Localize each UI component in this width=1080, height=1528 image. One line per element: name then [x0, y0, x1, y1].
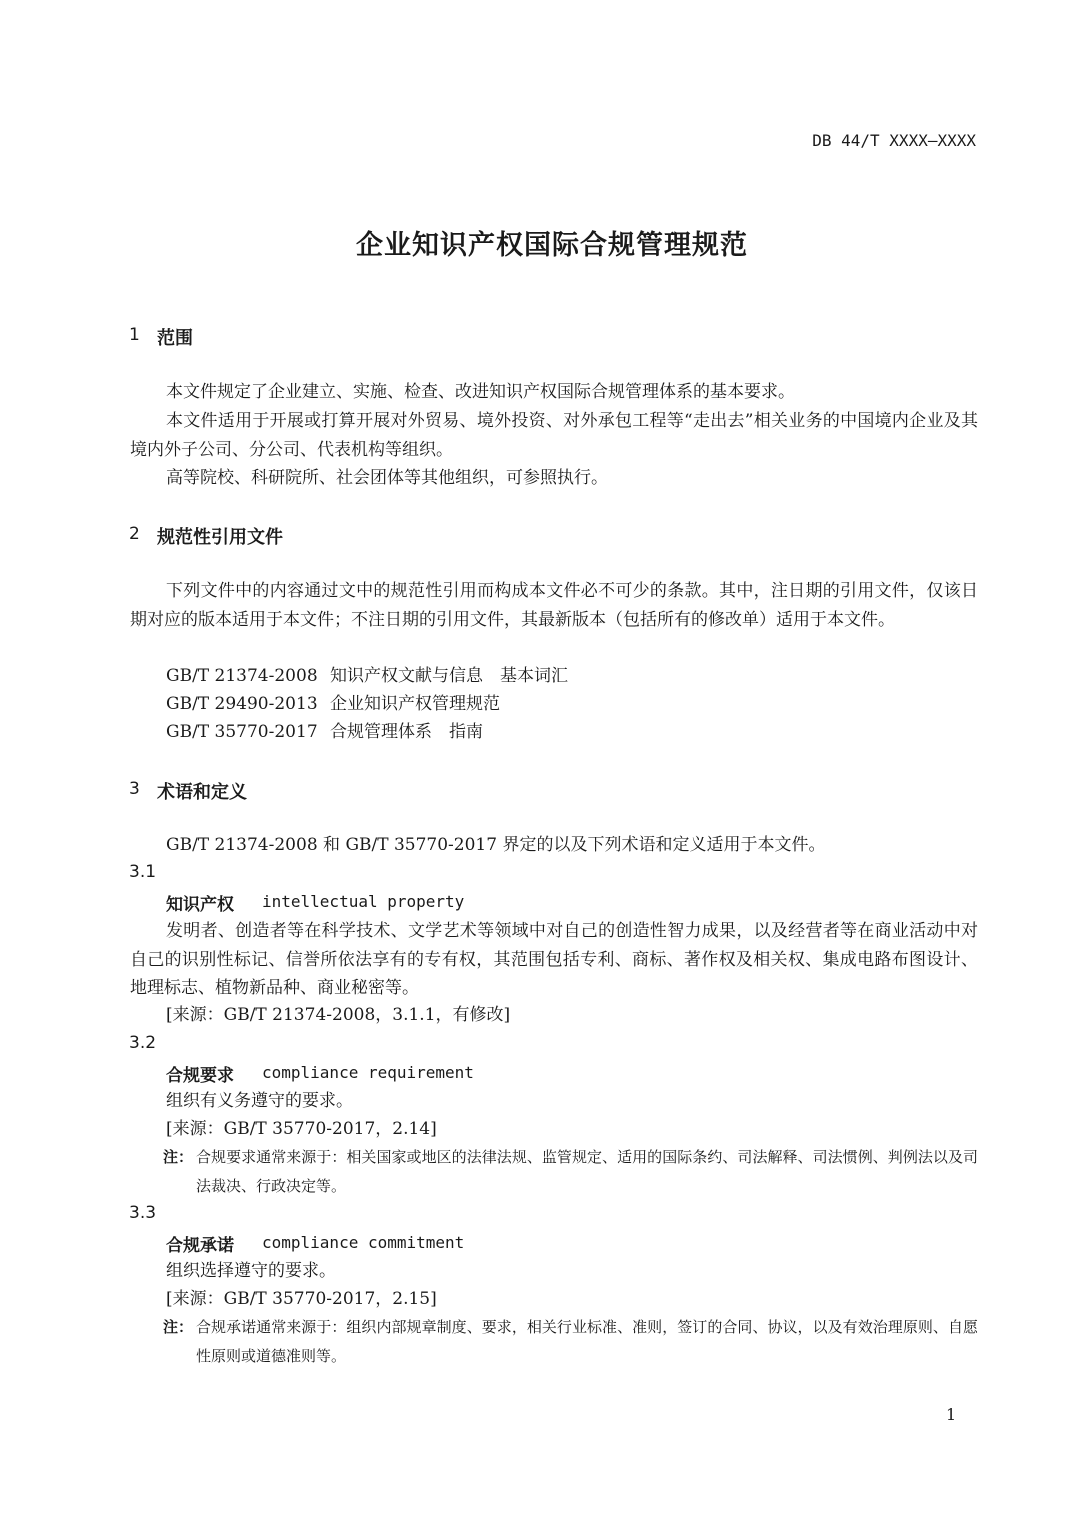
section-1-paragraph-3: 高等院校、科研院所、社会团体等其他组织，可参照执行。: [166, 468, 608, 488]
section-3-intro: GB/T 21374-2008 和 GB/T 35770-2017 界定的以及下列术语和定义适用于本文件。: [166, 835, 826, 855]
term-number: 3.2: [129, 1033, 157, 1053]
term-source: [来源：GB/T 35770-2017，2.14]: [166, 1119, 437, 1139]
document-title: 企业知识产权国际合规管理规范: [356, 230, 748, 261]
note-label: 注：: [163, 1318, 194, 1336]
note-text: 合规承诺通常来源于：组织内部规章制度、要求，相关行业标准、准则，签订的合同、协议，以及有效治理原则、自愿性原则或道德准则等。: [196, 1318, 978, 1365]
section-2-number: 2: [129, 524, 140, 544]
term-chinese: 知识产权: [166, 895, 234, 915]
section-1-paragraph-2: 本文件适用于开展或打算开展对外贸易、境外投资、对外承包工程等“走出去”相关业务的中国境内企业及其境内外子公司、分公司、代表机构等组织。: [130, 411, 978, 460]
term-definition: 组织选择遵守的要求。: [166, 1261, 336, 1281]
reference-code: GB/T 29490-2013: [166, 694, 318, 714]
term-english: intellectual property: [262, 892, 465, 911]
section-2-paragraph-1: 下列文件中的内容通过文中的规范性引用而构成本文件必不可少的条款。其中，注日期的引用文件，仅该日期对应的版本适用于本文件；不注日期的引用文件，其最新版本（包括所有的修改单）适用于本文件。: [130, 581, 978, 630]
reference-code: GB/T 35770-2017: [166, 722, 318, 742]
term-english: compliance requirement: [262, 1063, 474, 1082]
section-3-number: 3: [129, 779, 140, 799]
term-source: [来源：GB/T 35770-2017，2.15]: [166, 1289, 437, 1309]
section-3-title: 术语和定义: [157, 782, 247, 803]
term-definition: 组织有义务遵守的要求。: [166, 1091, 353, 1111]
term-note: [163, 1313, 978, 1371]
reference-name: 合规管理体系 指南: [330, 722, 483, 742]
section-1-number: 1: [129, 325, 140, 345]
term-source: [来源：GB/T 21374-2008，3.1.1，有修改]: [166, 1005, 511, 1025]
term-definition: 发明者、创造者等在科学技术、文学艺术等领域中对自己的创造性智力成果，以及经营者等在商业活动中对自己的识别性标记、信誉所依法享有的专有权，其范围包括专利、商标、著作权及相关权、集成电路布图设计、地理标志、植物新品种、商业秘密等。: [130, 921, 978, 998]
term-english: compliance commitment: [262, 1233, 465, 1252]
document-code: DB 44/T XXXX—XXXX: [812, 131, 976, 150]
reference-name: 知识产权文献与信息 基本词汇: [330, 666, 568, 686]
term-note: [163, 1143, 978, 1201]
note-label: 注：: [163, 1148, 194, 1166]
reference-code: GB/T 21374-2008: [166, 666, 318, 686]
term-number: 3.1: [129, 862, 157, 882]
note-text: 合规要求通常来源于：相关国家或地区的法律法规、监管规定、适用的国际条约、司法解释、司法惯例、判例法以及司法裁决、行政决定等。: [196, 1148, 978, 1195]
term-chinese: 合规承诺: [166, 1236, 234, 1256]
page-number: 1: [946, 1405, 957, 1424]
section-1-paragraph-1: 本文件规定了企业建立、实施、检查、改进知识产权国际合规管理体系的基本要求。: [166, 382, 795, 402]
term-chinese: 合规要求: [166, 1066, 234, 1086]
term-number: 3.3: [129, 1203, 157, 1223]
reference-name: 企业知识产权管理规范: [330, 694, 500, 714]
section-2-title: 规范性引用文件: [157, 527, 283, 548]
section-1-title: 范围: [157, 328, 193, 349]
